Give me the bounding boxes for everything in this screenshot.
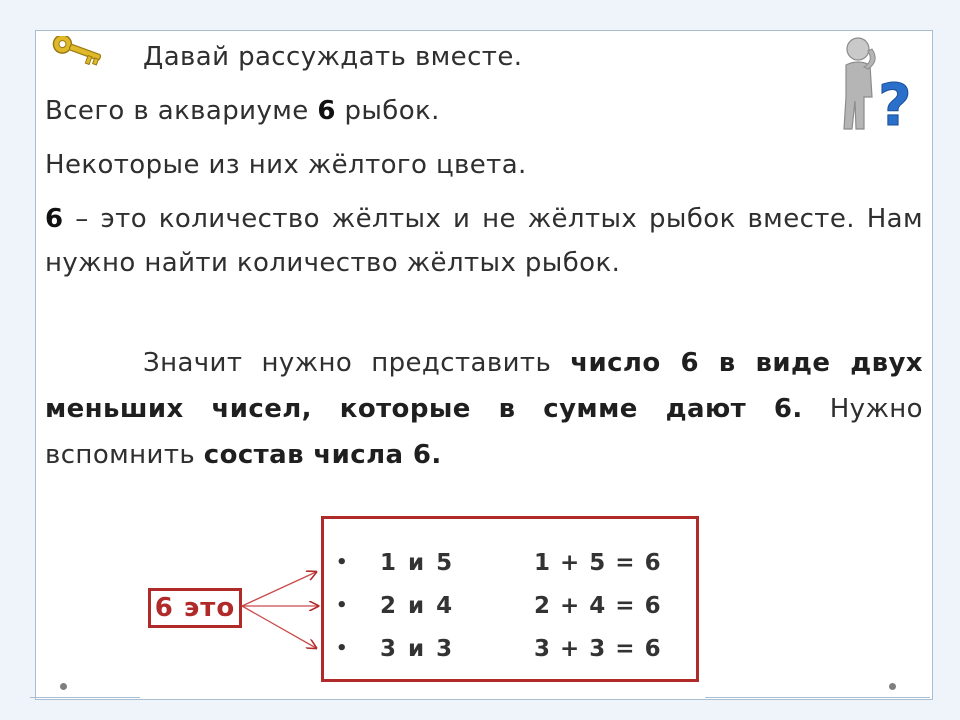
svg-text:?: ? bbox=[878, 71, 912, 133]
pair-text: 3 и 3 bbox=[380, 636, 455, 662]
pair-text: 2 и 4 bbox=[380, 593, 455, 619]
bottom-divider bbox=[30, 697, 930, 698]
equation-text: 3 + 3 = 6 bbox=[534, 636, 662, 662]
conclusion-paragraph: Значит нужно представить число 6 в виде двух меньших чисел, которые в сумме дают 6. Нужно вспомнить состав числа 6. bbox=[45, 348, 923, 470]
fish-total-line: Всего в аквариуме 6 рыбок. bbox=[45, 96, 440, 126]
yellow-fish-line: Некоторые из них жёлтого цвета. bbox=[45, 150, 527, 180]
corner-dot-left bbox=[60, 683, 67, 690]
bullet: • bbox=[336, 595, 348, 616]
pointer-arrows bbox=[238, 560, 330, 660]
corner-dot-right bbox=[889, 683, 896, 690]
number-composition-box bbox=[321, 516, 699, 682]
pair-text: 1 и 5 bbox=[380, 550, 455, 576]
list-item bbox=[324, 631, 696, 667]
equation-text: 1 + 5 = 6 bbox=[534, 550, 662, 576]
equation-text: 2 + 4 = 6 bbox=[534, 593, 662, 619]
bullet: • bbox=[336, 638, 348, 659]
bullet: • bbox=[336, 552, 348, 573]
list-item bbox=[324, 588, 696, 624]
intro-line: Давай рассуждать вместе. bbox=[143, 42, 523, 72]
list-item bbox=[324, 545, 696, 581]
six-is-label: 6 это bbox=[148, 588, 242, 628]
explanation-paragraph: 6 – это количество жёлтых и не жёлтых рыбок вместе. Нам нужно найти количество жёлтых рыбок. bbox=[45, 204, 923, 278]
